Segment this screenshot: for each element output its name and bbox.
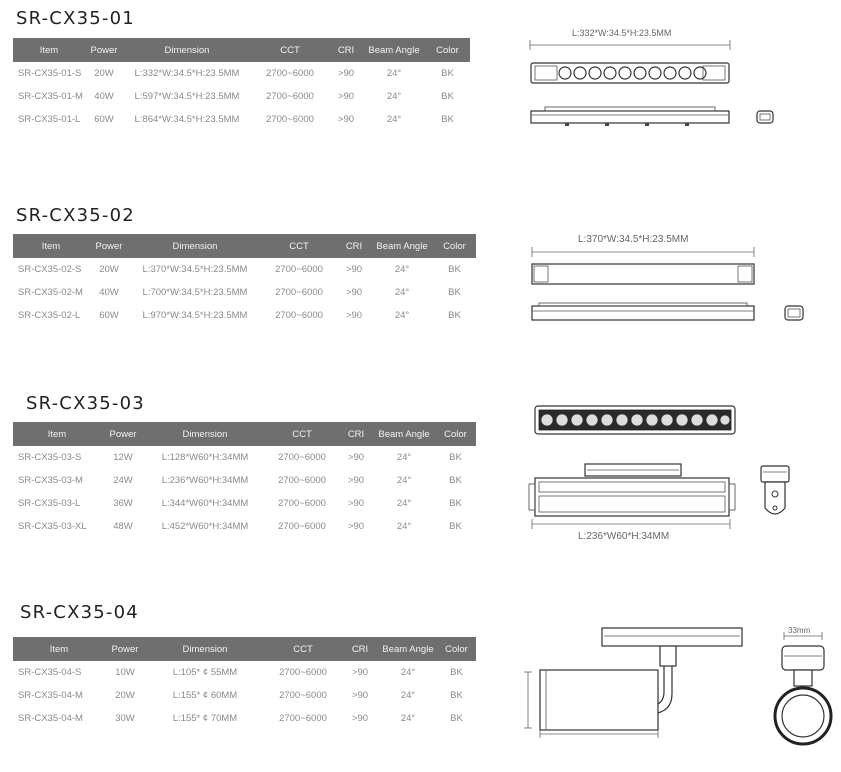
table-cell: 2700~6000 — [266, 114, 314, 125]
table-cell: >90 — [347, 452, 365, 463]
column-header: Dimension — [145, 637, 265, 661]
table-cell: 24° — [400, 667, 416, 678]
table-cell: BK — [449, 521, 462, 532]
section-4-title: SR-CX35-04 — [20, 602, 139, 623]
spec-table-2 — [13, 234, 476, 327]
table-cell: >90 — [351, 690, 369, 701]
table-cell: SR-CX35-03-XL — [18, 521, 87, 532]
table-row — [13, 707, 476, 730]
table-cell: 24° — [394, 264, 410, 275]
table-cell: >90 — [345, 287, 363, 298]
table-cell: 2700~6000 — [275, 310, 323, 321]
table-cell: 2700~6000 — [278, 498, 326, 509]
dimension-label-4: 33mm — [788, 626, 811, 635]
table-cell: SR-CX35-02-S — [18, 264, 82, 275]
dimension-label-2: L:370*W:34.5*H:23.5MM — [578, 234, 689, 245]
table-row — [13, 446, 476, 469]
table-row — [13, 469, 476, 492]
column-header: CCT — [265, 637, 341, 661]
column-header: Beam Angle — [373, 422, 435, 446]
column-header: CCT — [265, 422, 339, 446]
table-cell: 20W — [94, 68, 114, 79]
product-drawing-3 — [525, 400, 815, 545]
table-cell: L:155* ¢ 70MM — [172, 713, 238, 724]
table-cell: BK — [441, 68, 454, 79]
table-cell: >90 — [347, 475, 365, 486]
table-cell: SR-CX35-03-S — [18, 452, 82, 463]
dimension-label-3: L:236*W60*H:34MM — [578, 531, 670, 542]
spec-table-4 — [13, 637, 476, 730]
table-cell: 2700~6000 — [278, 475, 326, 486]
table-row — [13, 684, 476, 707]
column-header: Item — [13, 234, 89, 258]
table-cell: 24° — [386, 114, 402, 125]
table-cell: BK — [449, 498, 462, 509]
table-cell: >90 — [347, 521, 365, 532]
table-cell: SR-CX35-01-L — [18, 114, 81, 125]
table-row — [13, 62, 470, 85]
table-cell: SR-CX35-02-M — [18, 287, 83, 298]
spec-table-3 — [13, 422, 476, 538]
column-header: Dimension — [129, 234, 261, 258]
table-cell: 24° — [386, 91, 402, 102]
column-header: CRI — [341, 637, 379, 661]
table-cell: 2700~6000 — [278, 521, 326, 532]
table-cell: 24° — [400, 713, 416, 724]
table-cell: SR-CX35-03-M — [18, 475, 83, 486]
table-cell: L:236*W60*H:34MM — [161, 475, 249, 486]
table-cell: >90 — [337, 68, 355, 79]
column-header: CRI — [337, 234, 371, 258]
table-cell: BK — [450, 713, 463, 724]
table-cell: 24W — [113, 475, 133, 486]
column-header: Beam Angle — [363, 38, 425, 62]
column-header: Beam Angle — [371, 234, 433, 258]
table-cell: 20W — [115, 690, 135, 701]
table-cell: 12W — [113, 452, 133, 463]
table-cell: L:105* ¢ 55MM — [172, 667, 238, 678]
table-cell: 24° — [394, 287, 410, 298]
column-header: Item — [13, 637, 105, 661]
table-cell: BK — [449, 452, 462, 463]
table-row — [13, 661, 476, 684]
table-cell: L:597*W:34.5*H:23.5MM — [134, 91, 240, 102]
column-header: Power — [85, 38, 123, 62]
table-cell: 30W — [115, 713, 135, 724]
table-row — [13, 258, 476, 281]
table-cell: BK — [449, 475, 462, 486]
table-row — [13, 85, 470, 108]
column-header: Power — [89, 234, 129, 258]
table-cell: L:864*W:34.5*H:23.5MM — [134, 114, 240, 125]
table-cell: 40W — [99, 287, 119, 298]
table-cell: 48W — [113, 521, 133, 532]
section-2-title: SR-CX35-02 — [16, 205, 135, 226]
table-cell: SR-CX35-03-L — [18, 498, 81, 509]
column-header: Dimension — [123, 38, 251, 62]
table-cell: L:370*W:34.5*H:23.5MM — [142, 264, 248, 275]
table-cell: 20W — [99, 264, 119, 275]
table-cell: 24° — [396, 498, 412, 509]
product-drawing-1 — [525, 25, 785, 135]
table-cell: L:332*W:34.5*H:23.5MM — [134, 68, 240, 79]
product-drawing-2 — [525, 240, 815, 340]
table-cell: 10W — [115, 667, 135, 678]
spec-table-1 — [13, 38, 470, 131]
table-cell: 2700~6000 — [275, 287, 323, 298]
table-cell: 24° — [396, 452, 412, 463]
table-cell: BK — [441, 114, 454, 125]
table-cell: SR-CX35-04-M — [18, 690, 83, 701]
table-cell: 2700~6000 — [266, 91, 314, 102]
table-cell: L:128*W60*H:34MM — [161, 452, 249, 463]
dimension-label-1: L:332*W:34.5*H:23.5MM — [572, 28, 672, 38]
column-header: CRI — [329, 38, 363, 62]
table-cell: SR-CX35-04-S — [18, 667, 82, 678]
table-cell: >90 — [345, 264, 363, 275]
table-cell: >90 — [351, 713, 369, 724]
column-header: Item — [13, 422, 101, 446]
table-cell: SR-CX35-01-S — [18, 68, 82, 79]
column-header: Item — [13, 38, 85, 62]
table-cell: 24° — [400, 690, 416, 701]
column-header: Power — [101, 422, 145, 446]
table-cell: >90 — [347, 498, 365, 509]
table-cell: 2700~6000 — [266, 68, 314, 79]
table-cell: BK — [448, 310, 461, 321]
column-header: CCT — [251, 38, 329, 62]
table-cell: 24° — [394, 310, 410, 321]
column-header: Color — [425, 38, 470, 62]
table-cell: L:344*W60*H:34MM — [161, 498, 249, 509]
table-cell: SR-CX35-01-M — [18, 91, 83, 102]
table-cell: >90 — [345, 310, 363, 321]
table-row — [13, 304, 476, 327]
table-cell: 36W — [113, 498, 133, 509]
table-cell: >90 — [351, 667, 369, 678]
table-cell: 2700~6000 — [279, 690, 327, 701]
table-cell: L:970*W:34.5*H:23.5MM — [142, 310, 248, 321]
table-cell: 2700~6000 — [279, 713, 327, 724]
table-cell: 60W — [99, 310, 119, 321]
column-header: Color — [433, 234, 476, 258]
table-cell: BK — [448, 264, 461, 275]
table-cell: 2700~6000 — [275, 264, 323, 275]
table-cell: 60W — [94, 114, 114, 125]
section-1-title: SR-CX35-01 — [16, 8, 135, 29]
table-cell: BK — [450, 690, 463, 701]
table-cell: SR-CX35-04-M — [18, 713, 83, 724]
table-cell: 2700~6000 — [278, 452, 326, 463]
table-cell: BK — [441, 91, 454, 102]
column-header: Color — [435, 422, 476, 446]
column-header: Dimension — [145, 422, 265, 446]
table-cell: L:155* ¢ 60MM — [172, 690, 238, 701]
column-header: CRI — [339, 422, 373, 446]
table-cell: >90 — [337, 91, 355, 102]
table-cell: 40W — [94, 91, 114, 102]
table-cell: 24° — [386, 68, 402, 79]
column-header: Color — [437, 637, 476, 661]
table-cell: >90 — [337, 114, 355, 125]
table-row — [13, 108, 470, 131]
table-row — [13, 281, 476, 304]
table-cell: 24° — [396, 521, 412, 532]
product-drawing-4 — [520, 622, 830, 772]
column-header: Power — [105, 637, 145, 661]
table-cell: L:700*W:34.5*H:23.5MM — [142, 287, 248, 298]
table-cell: 2700~6000 — [279, 667, 327, 678]
table-row — [13, 492, 476, 515]
section-3-title: SR-CX35-03 — [26, 393, 145, 414]
table-cell: BK — [450, 667, 463, 678]
table-cell: L:452*W60*H:34MM — [161, 521, 249, 532]
table-cell: SR-CX35-02-L — [18, 310, 81, 321]
table-row — [13, 515, 476, 538]
column-header: CCT — [261, 234, 337, 258]
table-cell: BK — [448, 287, 461, 298]
table-cell: 24° — [396, 475, 412, 486]
column-header: Beam Angle — [379, 637, 437, 661]
